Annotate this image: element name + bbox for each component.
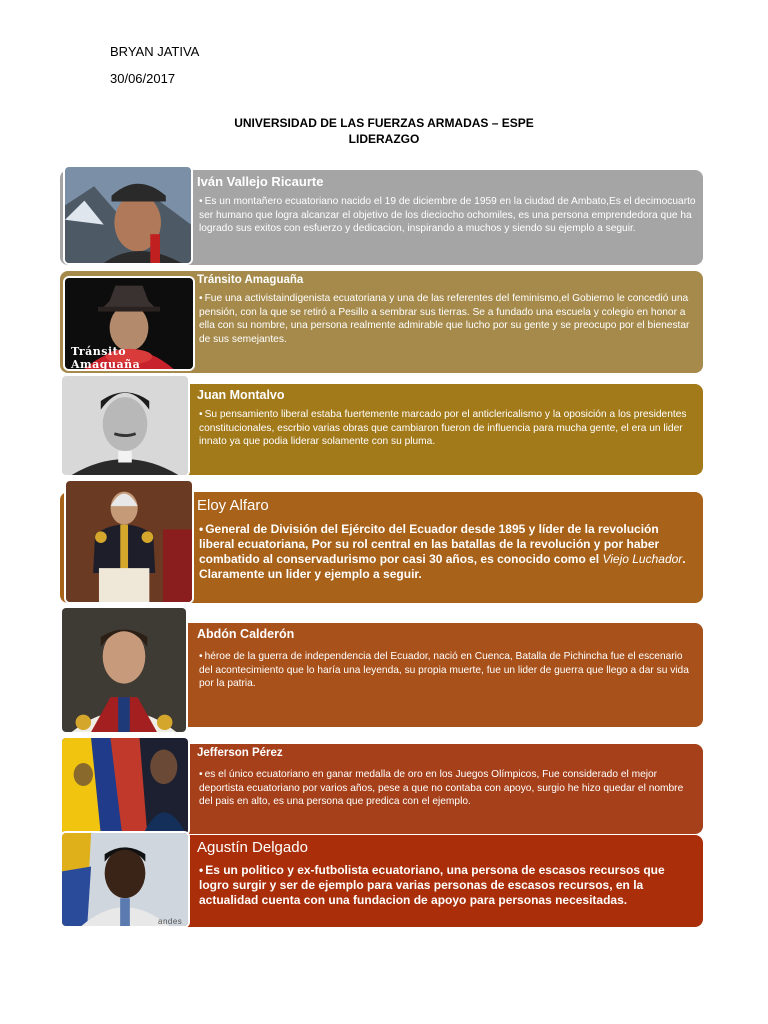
subject-heading: LIDERAZGO [348, 132, 420, 146]
leader-name: Jefferson Pérez [197, 747, 283, 759]
leader-description: • Es un politico y ex-futbolista ecuatoriano, una persona de escasos recursos que logro surgir y ser de ejemplo para varias personas de escasos recursos, en la actualidad cuenta con una fundacion de apoyo para personas necesitadas. [199, 863, 665, 907]
leader-card-abdon-calderon [60, 623, 703, 727]
juan-montalvo-photo [60, 374, 190, 477]
photo-caption: andes [158, 917, 183, 926]
leader-card-ivan-vallejo [60, 170, 703, 265]
leader-description: • Es un montañero ecuatoriano nacido el 19 de diciembre de 1959 en la ciudad de Ambato,Es el decimocuarto ser humano que logra alcanzar el objetivo de los dieciocho ochomiles, es una persona emprendedora que ha logrado sus exitos con esfuerzo y dedicacion, inspirando a muchos y siendo su ejemplo a seguir. [199, 196, 696, 234]
leader-description: • héroe de la guerra de independencia del Ecuador, nació en Cuenca, Batalla de Pichincha fue el escenario del acontecimiento que lo haría una leyenda, su propia muerte, fue un lider de guerra que llego a dar su vida por la patria. [199, 651, 689, 689]
leader-name: Tránsito Amaguaña [197, 274, 304, 286]
leader-card-eloy-alfaro [60, 492, 703, 603]
ivan-vallejo-photo [63, 165, 193, 265]
leader-description: • General de División del Ejército del Ecuador desde 1895 y líder de la revolución liberal ecuatoriana, Por su rol central en las batallas de la revolución y por haber combatido al conservadurismo por casi 30 años, es conocido como el Viejo Luchador. Claramente un lider y ejemplo a seguir. [199, 522, 686, 581]
institution-heading: UNIVERSIDAD DE LAS FUERZAS ARMADAS – ESPE [234, 116, 534, 130]
document-date: 30/06/2017 [110, 71, 176, 86]
leader-card-jefferson-perez [60, 744, 703, 834]
leader-name: Eloy Alfaro [197, 497, 269, 514]
leader-name: Juan Montalvo [197, 388, 285, 402]
eloy-alfaro-photo [64, 479, 194, 604]
author-name: BRYAN JATIVA [110, 44, 200, 59]
transito-amaguana-photo [63, 276, 195, 371]
photo-caption: Tránsito Amaguaña [71, 345, 141, 371]
leader-name: Abdón Calderón [197, 627, 295, 641]
leader-card-transito-amaguana [60, 271, 703, 373]
leader-card-juan-montalvo [60, 384, 703, 475]
jefferson-perez-photo [60, 736, 190, 836]
leader-card-agustin-delgado [60, 835, 703, 927]
leader-description: • Su pensamiento liberal estaba fuertemente marcado por el anticlericalismo y la oposición a los presidentes constitucionales, escrbio varias obras que cambiaron fueron de influencia para mucha gente, el era un lider innato ya que podia liderar solamente con su pluma. [199, 409, 687, 447]
leader-description: • es el único ecuatoriano en ganar medalla de oro en los Juegos Olímpicos, Fue considerado el mejor deportista ecuatoriano por varios años, pese a que no contaba con apoyo, surgio he hizo quedar el nombre del pais en alto, es una persona que predica con el ejemplo. [199, 769, 684, 807]
leader-description: • Fue una activistaindigenista ecuatoriana y una de las referentes del feminismo,el Gobierno le concedió una pensión, con la que se retiró a Pesillo a sembrar sus tierras. Se a fundado una escuela y colegio en honor a ella con su nombre, una persona realmente admirable que lucho por su gente y se preocupo por el bienestar de sus semejantes. [199, 293, 690, 345]
abdon-calderon-photo [60, 606, 188, 734]
leader-name: Agustín Delgado [197, 839, 308, 856]
leader-name: Iván Vallejo Ricaurte [197, 174, 324, 189]
agustin-delgado-photo [60, 831, 190, 928]
